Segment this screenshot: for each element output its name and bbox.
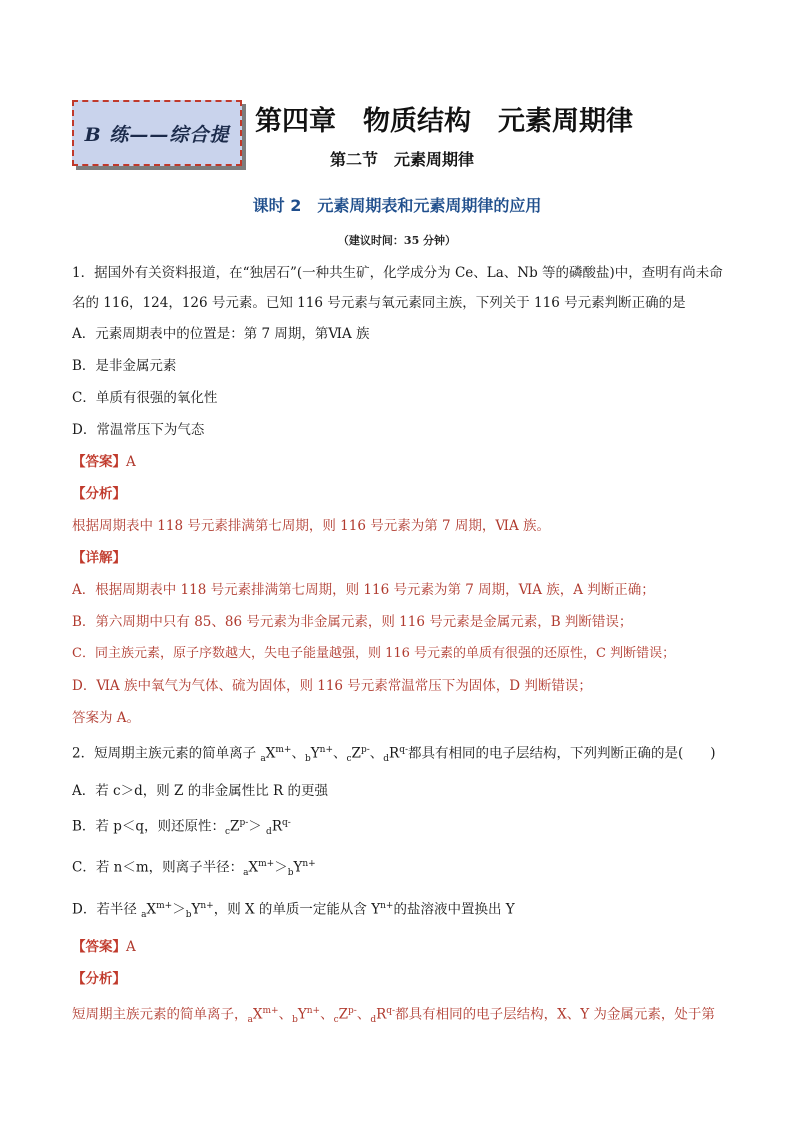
q2-stem: 2．短周期主族元素的简单离子 $_aX^{m+}$、$_bY^{n+}$、$_cZ^{p-}$、$_dR^{q-}$都具有相同的电子层结构，下列判断正确的是( ) bbox=[72, 745, 716, 765]
q1-detail-label bbox=[72, 542, 734, 574]
q1-detail-d: D．ⅥA 族中氧气为气体、硫为固体，则 116 号元素常温常压下为固体，D 判断错误； bbox=[72, 678, 592, 694]
badge-text: B 练——综合提 bbox=[84, 123, 230, 146]
answer-label: 【答案】 bbox=[72, 938, 126, 955]
analysis-label: 【分析】 bbox=[72, 486, 126, 502]
q1-option-a: A．元素周期表中的位置是：第 7 周期，第ⅥA 族 bbox=[72, 326, 370, 342]
q1-option-d: D．常温常压下为气态 bbox=[72, 422, 205, 438]
q1-answer bbox=[72, 446, 734, 478]
q1-analysis: 根据周期表中 118 号元素排满第七周期，则 116 号元素为第 7 周期，ⅥA 族。 bbox=[72, 518, 550, 534]
q2-analysis: 短周期主族元素的简单离子，$_aX^{m+}$、$_bY^{n+}$、$_cZ^{p-}$、$_dR^{q-}$都具有相同的电子层结构，X、Y 为金属元素，处于第 bbox=[72, 1005, 715, 1025]
q2-option-d: D．若半径 $_aX^{m+}>_bY^{n+}$，则 X 的单质一定能从含 $Y^{n+}$的盐溶液中置换出 Y bbox=[72, 900, 515, 920]
answer-label: 【答案】 bbox=[72, 454, 126, 470]
q1-detail-b: B．第六周期中只有 85、86 号元素为非金属元素，则 116 号元素是金属元素，B 判断错误； bbox=[72, 614, 633, 630]
answer-value: A bbox=[126, 938, 136, 955]
q1-option-b: B．是非金属元素 bbox=[72, 358, 177, 374]
q1-option-c: C．单质有很强的氧化性 bbox=[72, 390, 218, 406]
analysis-label: 【分析】 bbox=[72, 970, 126, 987]
lesson-title: 课时 2 元素周期表和元素周期律的应用 bbox=[252, 196, 542, 215]
q2-option-c: C．若 n＜m，则离子半径：$_aX^{m+}>_bY^{n+}$ bbox=[72, 859, 316, 879]
time-hint: （建议时间：35 分钟） bbox=[337, 234, 457, 247]
q2-answer bbox=[72, 931, 734, 963]
answer-value: A bbox=[126, 454, 136, 470]
practice-badge bbox=[72, 100, 242, 166]
chapter-title: 第四章 物质结构 元素周期律 bbox=[255, 106, 633, 137]
document-body bbox=[72, 258, 734, 1036]
q1-detail-c: C．同主族元素，原子序数越大，失电子能量越强，则 116 号元素的单质有很强的还原性，C 判断错误； bbox=[72, 646, 676, 661]
q2-option-a: A．若 c＞d，则 Z 的非金属性比 R 的更强 bbox=[72, 783, 328, 800]
q1-analysis-label bbox=[72, 478, 734, 510]
section-title: 第二节 元素周期律 bbox=[330, 150, 475, 169]
detail-label: 【详解】 bbox=[72, 550, 126, 566]
q2-analysis-label bbox=[72, 963, 734, 995]
q1-stem: 1．据国外有关资料报道，在“独居石”(一种共生矿，化学成分为 Ce、La、Nb 等的磷酸盐)中，查明有尚未命名的 116，124，126 号元素。已知 116 号元素与氧元素同主族，下列关于 116 号元素判断正确的是 bbox=[72, 265, 723, 311]
q1-detail-a: A．根据周期表中 118 号元素排满第七周期，则 116 号元素为第 7 周期，ⅥA 族，A 判断正确； bbox=[72, 582, 655, 598]
q2-option-b: B．若 p＜q，则还原性：$_cZ^{p-}> _dR^{q-}$ bbox=[72, 818, 291, 838]
q1-conclusion: 答案为 A。 bbox=[72, 710, 141, 726]
